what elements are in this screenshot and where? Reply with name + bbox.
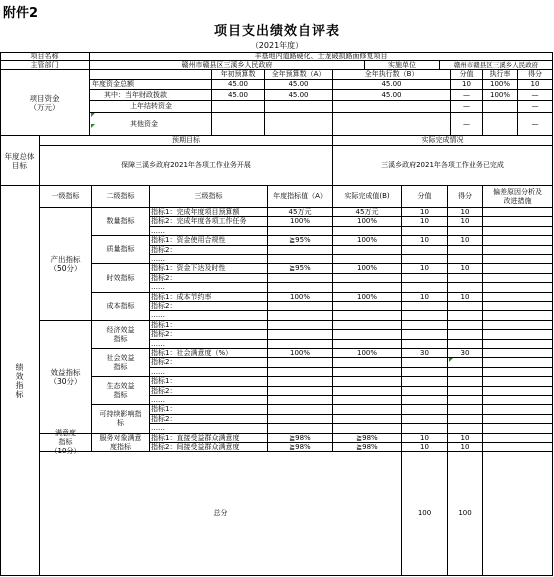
annual-target-value: ≧95% bbox=[268, 236, 333, 246]
annual-target-value bbox=[268, 424, 333, 434]
level3-indicator: 指标1：成本节约率 bbox=[150, 293, 268, 302]
funds-cell-annual: 45.00 bbox=[265, 90, 333, 101]
actual-value bbox=[333, 255, 402, 264]
actual-value bbox=[333, 424, 402, 434]
score-value bbox=[402, 274, 448, 283]
actual-value bbox=[333, 405, 402, 415]
deviation-analysis bbox=[483, 368, 553, 377]
funds-header-blank bbox=[90, 70, 212, 80]
funds-cell-rate: 100% bbox=[483, 90, 518, 101]
indicator-column-header: 二级指标 bbox=[92, 186, 150, 208]
level3-indicator: 指标1：直接受益群众满意度 bbox=[150, 434, 268, 443]
satisfaction-indicator-group: 满意度 指标 （10分） bbox=[40, 434, 92, 452]
actual-value bbox=[333, 302, 402, 311]
score: 10 bbox=[448, 443, 483, 452]
dept-label: 主管部门 bbox=[0, 61, 90, 70]
score bbox=[448, 283, 483, 293]
score-value bbox=[402, 330, 448, 340]
score: 10 bbox=[448, 236, 483, 246]
funds-cell-annual: 45.00 bbox=[265, 80, 333, 90]
actual-value bbox=[333, 368, 402, 377]
funds-column-header: 分值 bbox=[451, 70, 483, 80]
goals-label: 年度总体 目标 bbox=[0, 136, 40, 186]
funds-column-header: 得分 bbox=[518, 70, 553, 80]
level3-indicator: …… bbox=[150, 255, 268, 264]
dept-value: 赣州市赣县区三溪乡人民政府 bbox=[90, 61, 365, 70]
level2-indicator: 质量指标 bbox=[92, 236, 150, 264]
level3-indicator: …… bbox=[150, 227, 268, 236]
level2-indicator: 成本指标 bbox=[92, 293, 150, 321]
annual-target-value bbox=[268, 387, 333, 396]
score: 10 bbox=[448, 208, 483, 217]
score-value bbox=[402, 255, 448, 264]
annual-target-value bbox=[268, 405, 333, 415]
annual-target-value bbox=[268, 368, 333, 377]
score bbox=[448, 227, 483, 236]
actual-value bbox=[333, 311, 402, 321]
funds-cell-executed bbox=[333, 113, 451, 136]
annual-target-value bbox=[268, 311, 333, 321]
actual-value bbox=[333, 415, 402, 424]
deviation-analysis bbox=[483, 396, 553, 405]
score bbox=[448, 302, 483, 311]
deviation-analysis bbox=[483, 274, 553, 283]
project-name-label: 项目名称 bbox=[0, 52, 90, 61]
funds-cell-initial bbox=[212, 101, 265, 113]
funds-cell-score_value: — bbox=[451, 90, 483, 101]
score bbox=[448, 255, 483, 264]
score bbox=[448, 396, 483, 405]
deviation-analysis bbox=[483, 349, 553, 358]
score bbox=[448, 321, 483, 330]
funds-cell-score: — bbox=[518, 113, 553, 136]
level3-indicator: 指标2：间接受益群众满意度 bbox=[150, 443, 268, 452]
actual-value: 100% bbox=[333, 293, 402, 302]
level3-indicator: …… bbox=[150, 283, 268, 293]
funds-cell-score_value: — bbox=[451, 113, 483, 136]
cell-comment-marker bbox=[91, 113, 95, 117]
annual-target-value bbox=[268, 246, 333, 255]
indicator-column-header: 一级指标 bbox=[40, 186, 92, 208]
score-value bbox=[402, 311, 448, 321]
level3-indicator: …… bbox=[150, 424, 268, 434]
deviation-analysis bbox=[483, 227, 553, 236]
funds-cell-score: 10 bbox=[518, 80, 553, 90]
score bbox=[448, 405, 483, 415]
indicator-column-header: 年度指标值（A） bbox=[268, 186, 333, 208]
funds-cell-annual bbox=[265, 113, 333, 136]
total-score: 100 bbox=[448, 452, 483, 576]
indicator-column-header: 得分 bbox=[448, 186, 483, 208]
level3-indicator: 指标1：资金使用合规性 bbox=[150, 236, 268, 246]
annual-target-value bbox=[268, 227, 333, 236]
indicator-column-header: 三级指标 bbox=[150, 186, 268, 208]
score-value: 10 bbox=[402, 208, 448, 217]
level3-indicator: 指标1： bbox=[150, 321, 268, 330]
level3-indicator: …… bbox=[150, 311, 268, 321]
actual-value bbox=[333, 321, 402, 330]
level3-indicator: 指标1：资金下达及时性 bbox=[150, 264, 268, 274]
score: 10 bbox=[448, 293, 483, 302]
score-value bbox=[402, 358, 448, 368]
score-value bbox=[402, 321, 448, 330]
score-value bbox=[402, 377, 448, 387]
level3-indicator: …… bbox=[150, 340, 268, 349]
level3-indicator: 指标2： bbox=[150, 246, 268, 255]
cell-comment-marker bbox=[91, 124, 95, 128]
level3-indicator: 指标1： bbox=[150, 377, 268, 387]
cell-comment-marker bbox=[449, 358, 453, 362]
score-value bbox=[402, 396, 448, 405]
level3-indicator: 指标2： bbox=[150, 387, 268, 396]
level2-indicator: 时效指标 bbox=[92, 264, 150, 293]
score-value: 10 bbox=[402, 264, 448, 274]
actual-value: 45万元 bbox=[333, 208, 402, 217]
level3-indicator: 指标1： bbox=[150, 405, 268, 415]
funds-cell-score: — bbox=[518, 90, 553, 101]
actual-value: 100% bbox=[333, 217, 402, 227]
actual-value: ≧98% bbox=[333, 443, 402, 452]
level3-indicator: 指标1：完成年度项目预算额 bbox=[150, 208, 268, 217]
annual-target-value bbox=[268, 321, 333, 330]
funds-label: 项目资金 （万元） bbox=[0, 70, 90, 136]
score-value bbox=[402, 246, 448, 255]
annual-target-value bbox=[268, 255, 333, 264]
total-value: 100 bbox=[402, 452, 448, 576]
score-value: 10 bbox=[402, 443, 448, 452]
level3-indicator: …… bbox=[150, 368, 268, 377]
expected-goal-value: 保障三溪乡政府2021年各项工作业务开展 bbox=[40, 146, 333, 186]
score bbox=[448, 368, 483, 377]
actual-goal-label: 实际完成情况 bbox=[333, 136, 553, 146]
actual-value: 100% bbox=[333, 264, 402, 274]
funds-cell-rate bbox=[483, 113, 518, 136]
level3-indicator: 指标2： bbox=[150, 358, 268, 368]
deviation-analysis bbox=[483, 405, 553, 415]
form-title: 项目支出绩效自评表 bbox=[213, 24, 340, 39]
deviation-analysis bbox=[483, 236, 553, 246]
score-value bbox=[402, 227, 448, 236]
actual-value bbox=[333, 246, 402, 255]
form-year: （2021年度） bbox=[250, 41, 304, 50]
score bbox=[448, 274, 483, 283]
annual-target-value: ≧98% bbox=[268, 434, 333, 443]
deviation-analysis bbox=[483, 415, 553, 424]
funds-cell-rate bbox=[483, 101, 518, 113]
actual-goal-value: 三溪乡政府2021年各项工作业务已完成 bbox=[333, 146, 553, 186]
actual-value bbox=[333, 283, 402, 293]
funds-cell-annual bbox=[265, 101, 333, 113]
annual-target-value bbox=[268, 330, 333, 340]
expected-goal-label: 预期目标 bbox=[40, 136, 333, 146]
score-value bbox=[402, 302, 448, 311]
score-value bbox=[402, 405, 448, 415]
annual-target-value: 45万元 bbox=[268, 208, 333, 217]
score bbox=[448, 424, 483, 434]
actual-value bbox=[333, 387, 402, 396]
score bbox=[448, 246, 483, 255]
annual-target-value bbox=[268, 415, 333, 424]
output-indicator-group: 产出指标 （50分） bbox=[40, 208, 92, 321]
actual-value: 100% bbox=[333, 349, 402, 358]
total-blank bbox=[483, 452, 553, 576]
funds-column-header: 全年执行数（B） bbox=[333, 70, 451, 80]
level2-indicator: 社会效益 指标 bbox=[92, 349, 150, 377]
annual-target-value: ≧95% bbox=[268, 264, 333, 274]
score bbox=[448, 330, 483, 340]
funds-cell-executed: 45.00 bbox=[333, 90, 451, 101]
deviation-analysis bbox=[483, 255, 553, 264]
funds-cell-initial bbox=[212, 113, 265, 136]
actual-value bbox=[333, 396, 402, 405]
deviation-analysis bbox=[483, 208, 553, 217]
annual-target-value: ≧98% bbox=[268, 443, 333, 452]
level2-indicator: 服务对象满意 度指标 bbox=[92, 434, 150, 452]
funds-column-header: 年初预算数 bbox=[212, 70, 265, 80]
annual-target-value bbox=[268, 396, 333, 405]
score: 10 bbox=[448, 434, 483, 443]
funds-cell-executed: 45.00 bbox=[333, 80, 451, 90]
funds-column-header: 全年预算数（A） bbox=[265, 70, 333, 80]
deviation-analysis bbox=[483, 246, 553, 255]
level2-indicator: 数量指标 bbox=[92, 208, 150, 236]
level3-indicator: 指标2： bbox=[150, 415, 268, 424]
funds-cell-rate: 100% bbox=[483, 80, 518, 90]
level3-indicator: 指标1：社会满意度（%） bbox=[150, 349, 268, 358]
project-name-value: 羊基地内道路硬化、土龙破损路面修复项目 bbox=[90, 52, 553, 61]
funds-cell-score: — bbox=[518, 101, 553, 113]
funds-cell-score_value: 10 bbox=[451, 80, 483, 90]
deviation-analysis bbox=[483, 217, 553, 227]
actual-value bbox=[333, 358, 402, 368]
score bbox=[448, 358, 483, 368]
level3-indicator: 指标2： bbox=[150, 274, 268, 283]
annual-target-value bbox=[268, 274, 333, 283]
indicator-column-header: 实际完成值(B) bbox=[333, 186, 402, 208]
benefit-indicator-group: 效益指标 （30分） bbox=[40, 321, 92, 434]
actual-value bbox=[333, 227, 402, 236]
annual-target-value bbox=[268, 377, 333, 387]
score-value bbox=[402, 387, 448, 396]
level2-indicator: 生态效益 指标 bbox=[92, 377, 150, 405]
funds-cell-score_value: — bbox=[451, 101, 483, 113]
score-value: 10 bbox=[402, 217, 448, 227]
deviation-analysis bbox=[483, 283, 553, 293]
funds-cell-executed bbox=[333, 101, 451, 113]
deviation-analysis bbox=[483, 321, 553, 330]
level3-indicator: 指标2：完成年度各项工作任务 bbox=[150, 217, 268, 227]
funds-row-label: 年度资金总额 bbox=[90, 80, 212, 90]
level2-indicator: 经济效益 指标 bbox=[92, 321, 150, 349]
deviation-analysis bbox=[483, 358, 553, 368]
deviation-analysis bbox=[483, 330, 553, 340]
level3-indicator: …… bbox=[150, 396, 268, 405]
deviation-analysis bbox=[483, 293, 553, 302]
score bbox=[448, 415, 483, 424]
annual-target-value bbox=[268, 358, 333, 368]
score bbox=[448, 311, 483, 321]
deviation-analysis bbox=[483, 264, 553, 274]
funds-cell-initial: 45.00 bbox=[212, 80, 265, 90]
score-value bbox=[402, 415, 448, 424]
deviation-analysis bbox=[483, 424, 553, 434]
funds-row-label: 其中：当年财政拨款 bbox=[90, 90, 212, 101]
unit-value: 赣州市赣县区三溪乡人民政府 bbox=[440, 61, 553, 70]
score-value: 10 bbox=[402, 236, 448, 246]
actual-value: 100% bbox=[333, 236, 402, 246]
deviation-analysis bbox=[483, 434, 553, 443]
level3-indicator: 指标2： bbox=[150, 330, 268, 340]
funds-cell-initial: 45.00 bbox=[212, 90, 265, 101]
indicator-column-header: 分值 bbox=[402, 186, 448, 208]
level3-indicator: 指标2： bbox=[150, 302, 268, 311]
annual-target-value bbox=[268, 283, 333, 293]
deviation-analysis bbox=[483, 302, 553, 311]
actual-value: ≧98% bbox=[333, 434, 402, 443]
score: 10 bbox=[448, 264, 483, 274]
score-value: 30 bbox=[402, 349, 448, 358]
annual-target-value bbox=[268, 302, 333, 311]
total-label: 总分 bbox=[40, 452, 402, 576]
deviation-analysis bbox=[483, 443, 553, 452]
annual-target-value: 100% bbox=[268, 217, 333, 227]
score bbox=[448, 387, 483, 396]
score-value: 10 bbox=[402, 293, 448, 302]
score: 30 bbox=[448, 349, 483, 358]
funds-row-label: 上年结转资金 bbox=[90, 101, 212, 113]
attachment-label: 附件2 bbox=[3, 6, 39, 21]
annual-target-value: 100% bbox=[268, 349, 333, 358]
score-value bbox=[402, 283, 448, 293]
deviation-analysis bbox=[483, 340, 553, 349]
actual-value bbox=[333, 377, 402, 387]
actual-value bbox=[333, 274, 402, 283]
score bbox=[448, 377, 483, 387]
level2-indicator: 可持续影响指 标 bbox=[92, 405, 150, 434]
score-value bbox=[402, 368, 448, 377]
indicator-column-header: 偏差原因分析及 改进措施 bbox=[483, 186, 553, 208]
actual-value bbox=[333, 330, 402, 340]
annual-target-value: 100% bbox=[268, 293, 333, 302]
unit-label: 实施单位 bbox=[365, 61, 440, 70]
score-value: 10 bbox=[402, 434, 448, 443]
deviation-analysis bbox=[483, 377, 553, 387]
perf-indicator-label: 绩 效 指 标 bbox=[0, 186, 40, 576]
funds-row-label: 其他资金 bbox=[90, 113, 212, 136]
score-value bbox=[402, 424, 448, 434]
score: 10 bbox=[448, 217, 483, 227]
funds-column-header: 执行率 bbox=[483, 70, 518, 80]
deviation-analysis bbox=[483, 387, 553, 396]
deviation-analysis bbox=[483, 311, 553, 321]
